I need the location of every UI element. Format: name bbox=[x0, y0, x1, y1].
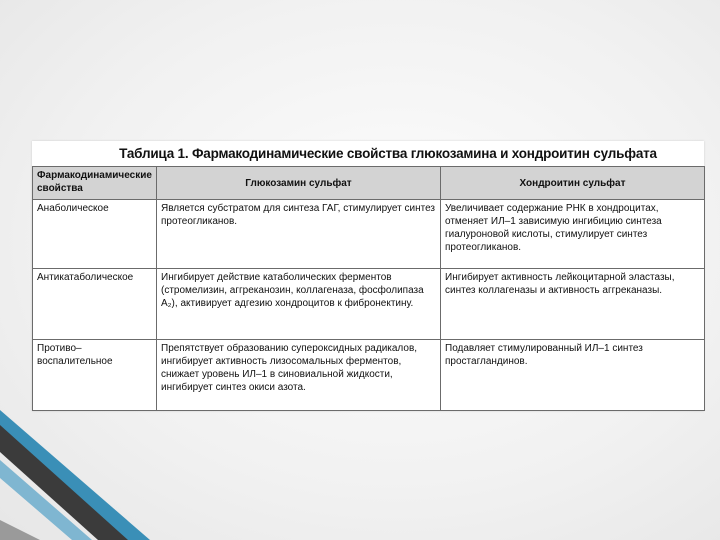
cell-glucosamine: Препятствует образованию супероксидных радикалов, ингибирует активность лизосомальных ферментов, снижает уровень ИЛ–1 в синовиальной жидкости, ингибирует синтез окиси азота. bbox=[157, 340, 441, 411]
cell-property: Антикатаболическое bbox=[33, 269, 157, 340]
table-image bbox=[32, 141, 704, 411]
header-glucosamine: Глюкозамин сульфат bbox=[157, 167, 441, 200]
pharmacodynamic-table bbox=[32, 166, 705, 411]
decor-stripe-teal bbox=[0, 410, 150, 540]
cell-property: Анаболическое bbox=[33, 200, 157, 269]
table-row bbox=[33, 269, 705, 340]
table-header-row bbox=[33, 167, 705, 200]
decor-stripe-gray bbox=[0, 520, 40, 540]
cell-glucosamine: Ингибирует действие катаболических ферментов (стромелизин, аггреканозин, коллагеназа, фосфолипаза A₂), активирует адгезию хондроцитов к фибронектину. bbox=[157, 269, 441, 340]
cell-chondroitin: Подавляет стимулированный ИЛ–1 синтез простагландинов. bbox=[441, 340, 705, 411]
cell-chondroitin: Ингибирует активность лейкоцитарной эластазы, синтез коллагеназы и активность аггреканазы. bbox=[441, 269, 705, 340]
header-property: Фармакодинамические свойства bbox=[33, 167, 157, 200]
header-chondroitin: Хондроитин сульфат bbox=[441, 167, 705, 200]
table-row bbox=[33, 200, 705, 269]
cell-chondroitin: Увеличивает содержание РНК в хондроцитах, отменяет ИЛ–1 зависимую ингибицию синтеза гиалуроновой кислоты, стимулирует синтез протеогликанов. bbox=[441, 200, 705, 269]
cell-property: Противо–воспалительное bbox=[33, 340, 157, 411]
cell-glucosamine: Является субстратом для синтеза ГАГ, стимулирует синтез протеогликанов. bbox=[157, 200, 441, 269]
table-row bbox=[33, 340, 705, 411]
table-title: Таблица 1. Фармакодинамические свойства глюкозамина и хондроитин сульфата bbox=[119, 146, 657, 161]
